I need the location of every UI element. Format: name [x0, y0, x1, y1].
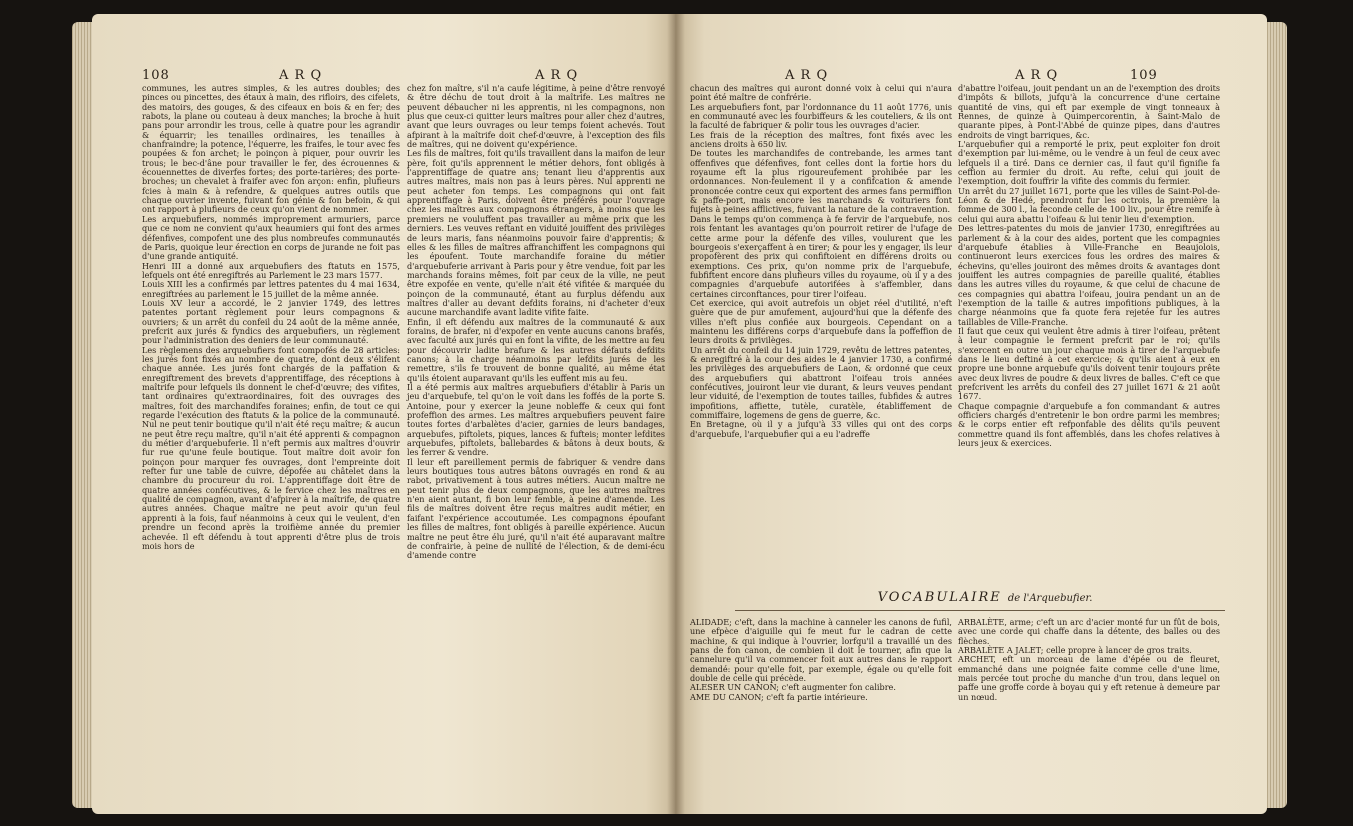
vocabulary-column-1 — [690, 618, 952, 702]
vocabulary-heading — [735, 590, 1235, 605]
vocabulary-column-2 — [958, 618, 1220, 702]
right-page-column-2 — [958, 84, 1220, 584]
vocabulary-rule — [735, 610, 1225, 611]
right-col1-text: chacun des maîtres qui auront donné voix à celui qui n'aura point été maître de confrérie. Les arquebufiers font, par l'ordonnance du 11 août 1776, unis en communauté avec les fourbiffeurs & les couteliers, & ils ont la faculté de fabriquer & polir tous les ouvrages d'acier. Les frais de la réception des maîtres, font fixés avec les anciens droits à 650 liv. De toutes les marchandifes de contrebande, les armes tant offenfives que défenfives, font celles dont la fortie hors du royaume eft la plus rigoureufement prohibée par les ordonnances. Non-feulement il y a confifcation & amende prononcée contre ceux qui exportent des armes fans permiffion & paffe-port, mais encore les marchands & voituriers font fujets à peines afflictives, fuivant la nature de la contravention. Dans le temps qu'on commença à fe fervir de l'arquebufe, nos rois fentant les avantages qu'on pourroit retirer de l'ufage de cette arme pour la défenfe des villes, voulurent que les bourgeois s'exerçaffent à en tirer; & pour les y engager, ils leur propofèrent des prix qui confiftoient en différens droits ou exemptions. Ces prix, qu'on nomme prix de l'arquebufe, fubfiftent encore dans plufieurs villes du royaume, où il y a des compagnies d'arquebufe autorifées à s'affembler, dans certaines circonftances, pour tirer l'oifeau. Cet exercice, qui avoit autrefois un objet réel d'utilité, n'eft guère que de pur amufement, aujourd'hui que la défenfe des villes n'eft plus confiée aux bourgeois. Cependant on a maintenu les différens corps d'arquebufe dans la poffeffion de leurs droits & privilèges. Un arrêt du confeil du 14 juin 1729, revêtu de lettres patentes, & enregiftré à la cour des aides le 4 janvier 1730, a confirmé les privilèges des arquebufiers de Laon, & ordonné que ceux des arquebufiers qui abattront l'oifeau trois années confécutives, jouiront leur vie durant, & leurs veuves pendant leur viduité, de l'exemption de toutes tailles, fubfides & autres impofitions, affiette, tutèle, curatèle, établiffement de commiffaire, logemens de gens de guerre, &c. En Bretagne, où il y a jufqu'à 33 villes qui ont des corps d'arquebufe, l'arquebufier qui a eu l'adreffe — [690, 84, 952, 439]
right-page-column-1 — [690, 84, 952, 584]
left-page-column-2 — [407, 84, 665, 561]
left-page-number: 108 — [142, 68, 170, 83]
right-page-number: 109 — [1130, 68, 1158, 83]
left-col2-text: chez fon maître, s'il n'a caufe légitime, à peine d'être renvoyé & être déchu de tout droit à la maîtrife. Les maîtres ne peuvent débaucher ni les apprentis, ni les compagnons, non plus que ceux-ci quitter leurs maîtres pour aller chez d'autres, avant que leurs ouvrages ou leur temps foient achevés. Tout afpirant à la maîtrife doit chef-d'œuvre, à l'exception des fils de maîtres, qui ne doivent qu'expérience. Les fils de maîtres, foit qu'ils travaillent dans la maifon de leur père, foit qu'ils apprennent le métier dehors, font obligés à l'apprentiffage de quatre ans; tenant lieu d'apprentis aux autres maîtres, mais non pas à leurs pères. Nul apprenti ne peut acheter fon temps. Les compagnons qui ont fait apprentiffage à Paris, doivent être préférés pour l'ouvrage chez les maîtres aux compagnons étrangers, à moins que les premiers ne vouluffent pas travailler au même prix que les derniers. Les veuves reftant en viduité jouiffent des privilèges de leurs maris, fans néanmoins pouvoir faire d'apprentis; & elles & les filles de maîtres affranchiffent les compagnons qui les époufent. Toute marchandife foraine du métier d'arquebuferie arrivant à Paris pour y être vendue, foit par les marchands forains mêmes, foit par ceux de la ville, ne peut être expofée en vente, qu'elle n'ait été vifitée & marquée du poinçon de la communauté, étant au furplus défendu aux maîtres d'aller au devant defdits forains, ni d'acheter d'eux aucune marchandife avant ladite vifite faite. Enfin, il eft défendu aux maîtres de la communauté & aux forains, de brafer, ni d'expofer en vente aucuns canons brafés, avec faculté aux jurés qui en font la vifite, de les mettre au feu pour découvrir ladite brafure & les autres défauts defdits canons; à la charge néanmoins par lefdits jurés de les remettre, s'ils fe trouvent de bonne qualité, au même état qu'ils étoient auparavant qu'ils les euffent mis au feu. Il a été permis aux maîtres arquebufiers d'établir à Paris un jeu d'arquebufe, tel qu'on le voit dans les foffés de la porte S. Antoine, pour y exercer la jeune nobleffe & ceux qui font profeffion des armes. Les maîtres arquebufiers peuvent faire toutes fortes d'arbalètes d'acier, garnies de leurs bandages, arquebufes, piftolets, piques, lances & fufteis; monter lefdites arquebufes, piftolets, ballebardes & bâtons à deux bouts, & les ferrer & vendre. Il leur eft pareillement permis de fabriquer & vendre dans leurs boutiques tous autres bâtons ouvragés en rond & au rabot, privativement à tous autres métiers. Aucun maître ne peut tenir plus de deux compagnons, que les autres maîtres n'en aient autant, fi bon leur femble, à peine d'amende. Les fils de maîtres doivent être reçus maîtres audit métier, en faifant l'expérience accoutumée. Les compagnons époufant les filles de maîtres, font obligés à pareille expérience. Aucun maître ne peut être élu juré, qu'il n'ait été auparavant maître de confrairie, à peine de nullité de l'élection, & de demi-écu d'amende contre — [407, 83, 665, 561]
right-col2-text: d'abattre l'oifeau, jouit pendant un an de l'exemption des droits d'impôts & billots, jufqu'à la concurrence d'une certaine quantité de vins, qui eft par exemple de vingt tonneaux à Rennes, de quinze à Quimpercorentin, à Saint-Malo de quarante pipes, à Pont-l'Abbé de quinze pipes, dans d'autres endroits de vingt barriques, &c. L'arquebufier qui a remporté le prix, peut exploiter fon droit d'exemption par lui-même, ou le vendre à un feul de ceux avec lefquels il a tiré. Dans ce dernier cas, il faut qu'il figniſie fa ceffion au fermier du droit. Au refte, celui qui jouit de l'exemption, doit fouffrir la vifite des commis du fermier. Un arrêt du 27 juillet 1671, porte que les villes de Saint-Pol-de-Léon & de Hedé, prendront fur les octrois, la première la fomme de 300 l., la feconde celle de 100 liv., pour être remife à celui qui aura abattu l'oifeau & lui tenir lieu d'exemption. Des lettres-patentes du mois de janvier 1730, enregiftrées au parlement & à la cour des aides, portent que les compagnies d'arquebufe établies à Ville-Franche en Beaujolois, continueront leurs exercices fous les ordres des maires & échevins, qu'elles jouiront des mêmes droits & avantages dont jouiffent les autres compagnies de pareille qualité, établies dans les autres villes du royaume, & que celui de chacune de ces compagnies qui abattra l'oifeau, jouira pendant un an de l'exemption de la taille & autres impofitions publiques, à la charge néanmoins que fa quote fera rejetée fur les autres taillables de Ville-Franche. Il faut que ceux qui veulent être admis à tirer l'oifeau, prêtent à leur compagnie le ferment prefcrit par le roi; qu'ils s'exercent en outre un jour chaque mois à tirer de l'arquebufe dans le lieu deftiné à cet exercice; & qu'ils aient à eux en propre une bonne arquebufe qu'ils doivent tenir toujours prête avec deux livres de poudre & deux livres de balles. C'eft ce que prefcrivent les arrêts du confeil des 27 juillet 1671 & 21 août 1677. Chaque compagnie d'arquebufe a fon commandant & autres officiers chargés d'entretenir le bon ordre parmi les membres; & le corps entier eft refponfable des délits qu'ils peuvent commettre quand ils font affemblés, dans les chofes relatives à leurs jeux & exercices. — [958, 84, 1220, 449]
left-page — [92, 14, 675, 814]
left-running-head-2: A R Q — [535, 68, 579, 83]
right-running-head-2: A R Q — [1015, 68, 1059, 83]
vocab-col2-text: ARBALÈTE, arme; c'eft un arc d'acier monté fur un fût de bois, avec une corde qui chaffe dans la détente, des balles ou des flèches. ARBALÈTE A JALET; celle propre à lancer de gros traits. ARCHET, eft un morceau de lame d'épée ou de fleuret, emmanché dans une poignée faite comme celle d'une lime, mais percée tout proche du manche d'un trou, dans lequel on paffe une groffe corde à boyau qui y eft retenue à demeure par un nœud. — [958, 617, 1220, 702]
book-gutter — [667, 14, 685, 814]
right-page — [675, 14, 1267, 814]
left-page-column-1 — [142, 84, 400, 551]
vocabulary-title: VOCABULAIRE — [877, 590, 1002, 605]
right-running-head-1: A R Q — [785, 68, 829, 83]
left-running-head-1: A R Q — [279, 68, 323, 83]
vocab-col1-text: ALIDADE; c'eft, dans la machine à canneler les canons de fufil, une efpèce d'aiguille qui fe meut fur le cadran de cette machine, & qui indique à l'ouvrier, lorfqu'il a travaillé un des pans de fon canon, de combien il doit le tourner, afin que la cannelure qu'il va commencer foit aux autres dans le rapport demandé: pour qu'elle foit, par exemple, égale ou qu'elle foit double de celle qui précède. ALESER UN CANON; c'eft augmenter fon calibre. AME DU CANON; c'eft fa partie intérieure. — [690, 617, 952, 702]
vocabulary-subtitle: de l'Arquebufier. — [1007, 593, 1093, 604]
open-book — [92, 14, 1267, 814]
page-edges-left — [72, 22, 94, 808]
left-col1-text: communes, les autres simples, & les autres doubles; des pinces ou pincettes, des étaux à main, des rifloirs, des cifelets, des matoirs, des gouges, & des cifeaux en bois & en fer; des rabots, la plane ou couteau à deux manches; la broche à huit pans pour arrondir les trous, celle à quatre pour les agrandir & équarrir; les tenailles ordinaires, les tenailles à chanfraindre; la potence, l'équerre, les fraifes, le tour avec fes poupées & fon archet; le poinçon à piquer, pour ouvrir les trous; le bec-d'âne pour travailler le fer, des écrouennes & écouennettes de diverfes fortes; des porte-tarières; des porte-broches; un chevalet à fraifer avec fon arçon: enfin, plufieurs fcies à main & à refendre, & quelques autres outils que chaque ouvrier invente, fuivant fon génie & fon befoin, & qui ont rapport à plufieurs de ceux qu'on vient de nommer. Les arquebufiers, nommés improprement armuriers, parce que ce nom ne convient qu'aux heaumiers qui font des armes défenfives, compofent une des plus nombreufes communautés de Paris, quoique leur érection en corps de jurande ne foit pas d'une grande antiquité. Henri III a donné aux arquebufiers des ftatuts en 1575, lefquels ont été enregiftrés au Parlement le 23 mars 1577. Louis XIII les a confirmés par lettres patentes du 4 mai 1634, enregiftrées au parlement le 15 juillet de la même année. Louis XV leur a accordé, le 2 janvier 1749, des lettres patentes portant règlement pour leurs compagnons & ouvriers; & un arrêt du confeil du 24 août de la même année, prefcrit aux jurés & fyndics des arquebufiers, un règlement pour l'administration des deniers de leur communauté. Les règlemens des arquebufiers font compofés de 28 articles: les jurés font fixés au nombre de quatre, dont deux s'élifent chaque année. Les jurés font chargés de la paffation & enregiftrement des brevets d'apprentiffage, des réceptions à maîtrife pour lefquels ils donnent le chef-d'œuvre; des vifites, tant ordinaires qu'extraordinaires, foit des ouvrages des maîtres, foit des marchandifes foraines; enfin, de tout ce qui regarde l'exécution des ftatuts & la police de la communauté. Nul ne peut tenir boutique qu'il n'ait été reçu maître; & aucun ne peut être reçu maître, qu'il n'ait été apprenti & compagnon du métier d'arquebuferie. Il n'eft permis aux maîtres d'ouvrir fur rue qu'une feule boutique. Tout maître doit avoir fon poinçon pour marquer fes ouvrages, dont l'empreinte doit refter fur une table de cuivre, dépofée au châtelet dans la chambre du procureur du roi. L'apprentiffage doit être de quatre années confécutives, & le fervice chez les maîtres en qualité de compagnon, avant d'afpirer à la maîtrife, de quatre autres années. Chaque maître ne peut avoir qu'un feul apprenti à la fois, fauf néanmoins à ceux qui le veulent, d'en prendre un fecond après la troifième année du premier achevée. Il eft défendu à tout apprenti d'être plus de trois mois hors de — [142, 83, 400, 551]
page-edges-right — [1265, 22, 1287, 808]
